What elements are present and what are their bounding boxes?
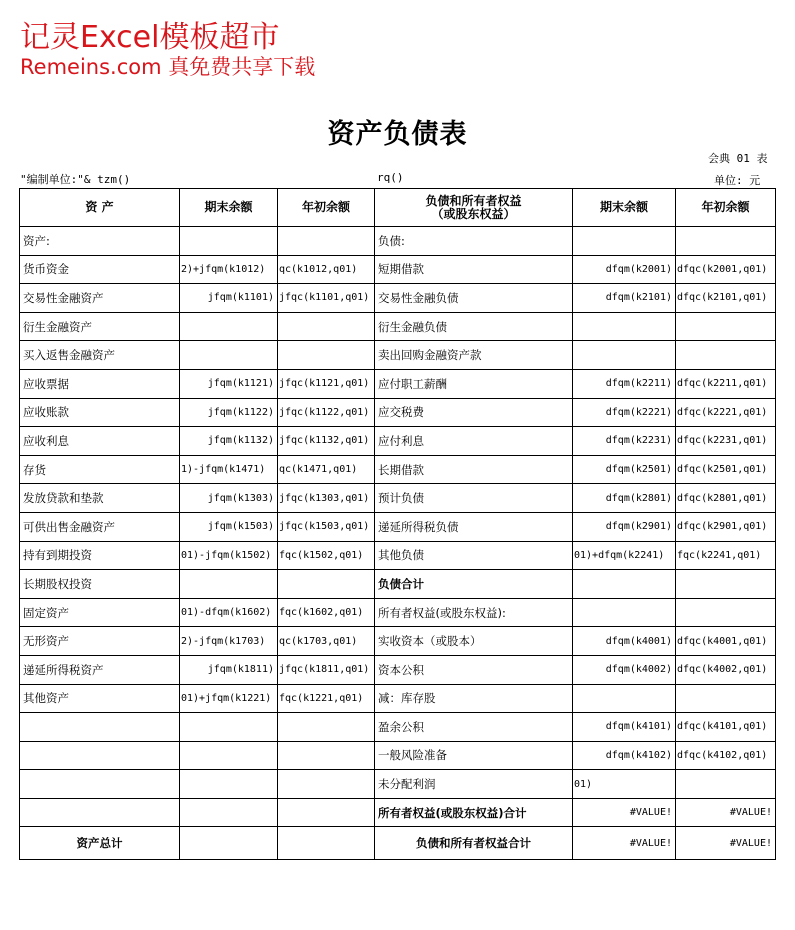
liability-item-label: 递延所得税负债 xyxy=(375,512,573,541)
asset-end-balance[interactable] xyxy=(180,341,278,370)
asset-item-label: 买入返售金融资产 xyxy=(20,341,180,370)
liability-end-balance[interactable]: dfqm(k2221) xyxy=(573,398,676,427)
liability-item-label: 负债合计 xyxy=(375,570,573,599)
liability-end-balance[interactable]: dfqm(k2801) xyxy=(573,484,676,513)
asset-item-label: 资产: xyxy=(20,227,180,256)
asset-begin-balance[interactable]: fqc(k1221,q01) xyxy=(278,684,375,713)
table-row xyxy=(20,798,776,827)
asset-item-label: 发放贷款和垫款 xyxy=(20,484,180,513)
asset-begin-balance[interactable] xyxy=(278,798,375,827)
liability-end-balance[interactable] xyxy=(573,684,676,713)
liability-begin-balance[interactable]: dfqc(k2221,q01) xyxy=(676,398,776,427)
liability-item-label: 其他负债 xyxy=(375,541,573,570)
table-row xyxy=(20,684,776,713)
asset-item-label: 持有到期投资 xyxy=(20,541,180,570)
asset-begin-balance[interactable] xyxy=(278,227,375,256)
liability-item-label: 盈余公积 xyxy=(375,713,573,742)
header-liabilities-line1: 负债和所有者权益 xyxy=(425,193,522,208)
header-row xyxy=(20,189,776,227)
table-row xyxy=(20,655,776,684)
liability-end-balance[interactable]: dfqm(k4101) xyxy=(573,713,676,742)
asset-end-balance[interactable] xyxy=(180,570,278,599)
asset-end-balance[interactable]: 1)-jfqm(k1471) xyxy=(180,455,278,484)
asset-begin-balance[interactable]: fqc(k1602,q01) xyxy=(278,598,375,627)
asset-end-balance[interactable] xyxy=(180,770,278,799)
asset-begin-balance[interactable]: jfqc(k1121,q01) xyxy=(278,369,375,398)
liability-begin-balance[interactable]: dfqc(k2901,q01) xyxy=(676,512,776,541)
liability-begin-balance[interactable] xyxy=(676,684,776,713)
balance-sheet-table xyxy=(19,188,776,860)
table-row xyxy=(20,312,776,341)
asset-begin-balance[interactable]: qc(k1012,q01) xyxy=(278,255,375,284)
liability-item-label: 短期借款 xyxy=(375,255,573,284)
table-row xyxy=(20,427,776,456)
liability-begin-balance[interactable]: dfqc(k2001,q01) xyxy=(676,255,776,284)
asset-item-label: 递延所得税资产 xyxy=(20,655,180,684)
liability-begin-balance[interactable] xyxy=(676,227,776,256)
liability-item-label: 一般风险准备 xyxy=(375,741,573,770)
asset-end-balance[interactable]: 01)-jfqm(k1502) xyxy=(180,541,278,570)
liability-end-balance[interactable]: 01)+dfqm(k2241) xyxy=(573,541,676,570)
table-row xyxy=(20,713,776,742)
liability-end-balance[interactable]: dfqm(k4002) xyxy=(573,655,676,684)
liability-item-label: 未分配利润 xyxy=(375,770,573,799)
asset-item-label: 可供出售金融资产 xyxy=(20,512,180,541)
header-asset-begin: 年初余额 xyxy=(278,189,375,227)
liability-end-balance[interactable]: dfqm(k2101) xyxy=(573,284,676,313)
liability-end-balance[interactable] xyxy=(573,570,676,599)
asset-end-balance[interactable]: jfqm(k1132) xyxy=(180,427,278,456)
asset-begin-balance[interactable]: jfqc(k1101,q01) xyxy=(278,284,375,313)
liability-item-label: 衍生金融负债 xyxy=(375,312,573,341)
asset-item-label: 固定资产 xyxy=(20,598,180,627)
table-row xyxy=(20,598,776,627)
asset-item-label xyxy=(20,770,180,799)
asset-end-balance[interactable]: jfqm(k1121) xyxy=(180,369,278,398)
asset-begin-balance[interactable]: jfqc(k1811,q01) xyxy=(278,655,375,684)
table-row xyxy=(20,627,776,656)
total-liab-equity-end[interactable]: #VALUE! xyxy=(573,827,676,860)
liability-item-label: 应付利息 xyxy=(375,427,573,456)
liability-begin-balance[interactable]: #VALUE! xyxy=(676,798,776,827)
table-row xyxy=(20,512,776,541)
asset-begin-balance[interactable] xyxy=(278,713,375,742)
report-title: 资产负债表 xyxy=(327,119,468,150)
liability-item-label: 实收资本（或股本） xyxy=(375,627,573,656)
header-asset: 资 产 xyxy=(20,189,180,227)
liability-end-balance[interactable]: #VALUE! xyxy=(573,798,676,827)
asset-end-balance[interactable]: 01)+jfqm(k1221) xyxy=(180,684,278,713)
table-row xyxy=(20,369,776,398)
asset-begin-balance[interactable]: qc(k1471,q01) xyxy=(278,455,375,484)
asset-begin-balance[interactable] xyxy=(278,741,375,770)
liability-end-balance[interactable]: dfqm(k2001) xyxy=(573,255,676,284)
table-row xyxy=(20,284,776,313)
total-assets-end[interactable] xyxy=(180,827,278,860)
asset-item-label: 长期股权投资 xyxy=(20,570,180,599)
table-row xyxy=(20,398,776,427)
asset-item-label: 无形资产 xyxy=(20,627,180,656)
liability-begin-balance[interactable]: dfqc(k4001,q01) xyxy=(676,627,776,656)
liability-begin-balance[interactable]: dfqc(k2501,q01) xyxy=(676,455,776,484)
liability-begin-balance[interactable]: dfqc(k2101,q01) xyxy=(676,284,776,313)
asset-item-label xyxy=(20,741,180,770)
asset-begin-balance[interactable] xyxy=(278,341,375,370)
asset-end-balance[interactable]: jfqm(k1303) xyxy=(180,484,278,513)
asset-end-balance[interactable]: 01)-dfqm(k1602) xyxy=(180,598,278,627)
asset-end-balance[interactable] xyxy=(180,741,278,770)
table-row xyxy=(20,741,776,770)
table-row xyxy=(20,227,776,256)
header-liab-begin: 年初余额 xyxy=(676,189,776,227)
asset-begin-balance[interactable]: jfqc(k1303,q01) xyxy=(278,484,375,513)
liability-item-label: 应交税费 xyxy=(375,398,573,427)
asset-item-label: 应收票据 xyxy=(20,369,180,398)
asset-begin-balance[interactable] xyxy=(278,570,375,599)
liability-item-label: 预计负债 xyxy=(375,484,573,513)
table-row xyxy=(20,541,776,570)
asset-begin-balance[interactable]: jfqc(k1132,q01) xyxy=(278,427,375,456)
liability-end-balance[interactable]: dfqm(k2231) xyxy=(573,427,676,456)
asset-end-balance[interactable] xyxy=(180,713,278,742)
liability-end-balance[interactable]: dfqm(k2501) xyxy=(573,455,676,484)
liability-end-balance[interactable]: dfqm(k4102) xyxy=(573,741,676,770)
liability-begin-balance[interactable] xyxy=(676,570,776,599)
table-row xyxy=(20,341,776,370)
company-formula: "编制单位:"& tzm() xyxy=(20,173,131,186)
asset-item-label: 应收账款 xyxy=(20,398,180,427)
asset-begin-balance[interactable] xyxy=(278,312,375,341)
header-liabilities-line2: （或股东权益） xyxy=(431,206,516,221)
asset-end-balance[interactable]: jfqm(k1811) xyxy=(180,655,278,684)
liability-begin-balance[interactable] xyxy=(676,598,776,627)
liability-begin-balance[interactable] xyxy=(676,341,776,370)
asset-end-balance[interactable]: jfqm(k1101) xyxy=(180,284,278,313)
asset-begin-balance[interactable]: jfqc(k1503,q01) xyxy=(278,512,375,541)
liability-begin-balance[interactable]: dfqc(k2801,q01) xyxy=(676,484,776,513)
asset-item-label xyxy=(20,713,180,742)
total-liab-equity-label: 负债和所有者权益合计 xyxy=(375,827,573,860)
liability-end-balance[interactable] xyxy=(573,227,676,256)
liability-item-label: 负债: xyxy=(375,227,573,256)
liability-item-label: 应付职工薪酬 xyxy=(375,369,573,398)
asset-end-balance[interactable] xyxy=(180,312,278,341)
asset-begin-balance[interactable]: fqc(k1502,q01) xyxy=(278,541,375,570)
date-formula: rq() xyxy=(377,171,404,184)
header-liabilities xyxy=(375,189,573,227)
total-liab-equity-begin[interactable]: #VALUE! xyxy=(676,827,776,860)
liability-begin-balance[interactable] xyxy=(676,770,776,799)
liability-begin-balance[interactable]: dfqc(k2231,q01) xyxy=(676,427,776,456)
liability-end-balance[interactable] xyxy=(573,598,676,627)
liability-item-label: 卖出回购金融资产款 xyxy=(375,341,573,370)
watermark-title: 记灵Excel模板超市 xyxy=(20,20,280,55)
asset-item-label xyxy=(20,798,180,827)
asset-item-label: 存货 xyxy=(20,455,180,484)
asset-item-label: 衍生金融资产 xyxy=(20,312,180,341)
liability-item-label: 交易性金融负债 xyxy=(375,284,573,313)
header-liab-end: 期末余额 xyxy=(573,189,676,227)
liability-end-balance[interactable]: 01) xyxy=(573,770,676,799)
asset-end-balance[interactable] xyxy=(180,798,278,827)
total-row xyxy=(20,827,776,860)
liability-begin-balance[interactable] xyxy=(676,312,776,341)
asset-begin-balance[interactable]: qc(k1703,q01) xyxy=(278,627,375,656)
table-row xyxy=(20,770,776,799)
liability-begin-balance[interactable]: dfqc(k4102,q01) xyxy=(676,741,776,770)
watermark-subtitle: Remeins.com 真免费共享下载 xyxy=(20,55,316,79)
asset-end-balance[interactable]: 2)+jfqm(k1012) xyxy=(180,255,278,284)
asset-item-label: 其他资产 xyxy=(20,684,180,713)
liability-begin-balance[interactable]: fqc(k2241,q01) xyxy=(676,541,776,570)
header-asset-end: 期末余额 xyxy=(180,189,278,227)
liability-item-label: 资本公积 xyxy=(375,655,573,684)
total-assets-label: 资产总计 xyxy=(20,827,180,860)
liability-end-balance[interactable] xyxy=(573,341,676,370)
liability-begin-balance[interactable]: dfqc(k4101,q01) xyxy=(676,713,776,742)
asset-item-label: 货币资金 xyxy=(20,255,180,284)
liability-end-balance[interactable] xyxy=(573,312,676,341)
liability-item-label: 减：库存股 xyxy=(375,684,573,713)
form-code: 会典 01 表 xyxy=(708,152,768,165)
liability-item-label: 所有者权益(或股东权益): xyxy=(375,598,573,627)
liability-item-label: 所有者权益(或股东权益)合计 xyxy=(375,798,573,827)
asset-item-label: 应收利息 xyxy=(20,427,180,456)
liability-begin-balance[interactable]: dfqc(k4002,q01) xyxy=(676,655,776,684)
table-row xyxy=(20,570,776,599)
asset-end-balance[interactable] xyxy=(180,227,278,256)
liability-end-balance[interactable]: dfqm(k4001) xyxy=(573,627,676,656)
asset-begin-balance[interactable] xyxy=(278,770,375,799)
liability-end-balance[interactable]: dfqm(k2211) xyxy=(573,369,676,398)
asset-end-balance[interactable]: 2)-jfqm(k1703) xyxy=(180,627,278,656)
asset-end-balance[interactable]: jfqm(k1122) xyxy=(180,398,278,427)
asset-begin-balance[interactable]: jfqc(k1122,q01) xyxy=(278,398,375,427)
liability-end-balance[interactable]: dfqm(k2901) xyxy=(573,512,676,541)
liability-item-label: 长期借款 xyxy=(375,455,573,484)
table-row xyxy=(20,455,776,484)
asset-end-balance[interactable]: jfqm(k1503) xyxy=(180,512,278,541)
total-assets-begin[interactable] xyxy=(278,827,375,860)
unit-label: 单位: 元 xyxy=(714,174,761,187)
liability-begin-balance[interactable]: dfqc(k2211,q01) xyxy=(676,369,776,398)
asset-item-label: 交易性金融资产 xyxy=(20,284,180,313)
table-row xyxy=(20,484,776,513)
table-row xyxy=(20,255,776,284)
